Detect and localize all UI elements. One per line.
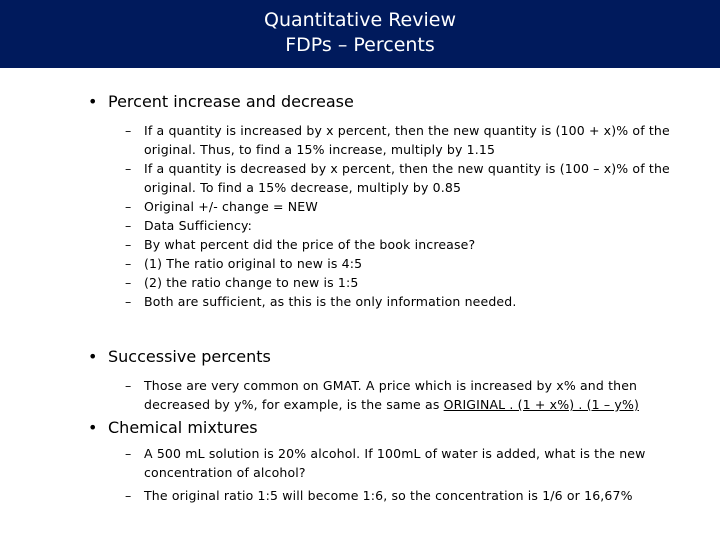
dash-icon: – [125, 488, 132, 503]
dash-icon: – [125, 256, 132, 271]
dash-icon: – [125, 378, 132, 393]
bullet-icon: • [88, 347, 98, 366]
bullet-icon: • [88, 418, 98, 437]
slide-subtitle: FDPs – Percents [285, 34, 435, 56]
section-heading-text: Chemical mixtures [108, 418, 258, 437]
list-item [88, 444, 688, 482]
dash-icon: – [125, 161, 132, 176]
list-item-text: Original +/- change = NEW [144, 199, 318, 214]
list-item-text: By what percent did the price of the book increase? [144, 237, 476, 252]
list-item [88, 235, 688, 254]
list-item [88, 486, 688, 505]
list-item [88, 292, 688, 311]
list-item-text: (2) the ratio change to new is 1:5 [144, 275, 359, 290]
underlined-formula: ORIGINAL . (1 + x%) . (1 – y%) [443, 397, 639, 412]
section-heading [88, 418, 688, 438]
list-item-text: A 500 mL solution is 20% alcohol. If 100mL of water is added, what is the new concentration of alcohol? [144, 446, 646, 480]
section-successive-percents [88, 347, 688, 414]
section-heading [88, 92, 688, 112]
section-chemical-mixtures [88, 418, 688, 505]
section-percent-increase-decrease [88, 92, 688, 311]
slide-header [0, 0, 720, 68]
list-item-text: Those are very common on GMAT. A price which is increased by x% and then decreased by y%, for example, is the same as [144, 378, 638, 412]
list-item [88, 216, 688, 235]
list-item [88, 254, 688, 273]
slide-title: Quantitative Review [264, 9, 456, 31]
section-heading-text: Successive percents [108, 347, 271, 366]
sub-list [88, 121, 688, 311]
dash-icon: – [125, 294, 132, 309]
list-item [88, 121, 688, 159]
list-item-text: If a quantity is increased by x percent, then the new quantity is (100 + x)% of the original. Thus, to find a 15% increase, multiply by 1.15 [144, 123, 670, 157]
list-item-text: Data Sufficiency: [144, 218, 253, 233]
sub-list [88, 376, 688, 414]
list-item-text: The original ratio 1:5 will become 1:6, so the concentration is 1/6 or 16,67% [144, 488, 633, 503]
list-item [88, 273, 688, 292]
list-item-text: Both are sufficient, as this is the only information needed. [144, 294, 517, 309]
list-item [88, 159, 688, 197]
list-item-text: (1) The ratio original to new is 4:5 [144, 256, 363, 271]
list-item [88, 197, 688, 216]
section-heading-text: Percent increase and decrease [108, 92, 354, 111]
section-heading [88, 347, 688, 367]
list-item-text: If a quantity is decreased by x percent, then the new quantity is (100 – x)% of the original. To find a 15% decrease, multiply by 0.85 [144, 161, 670, 195]
dash-icon: – [125, 199, 132, 214]
list-item [88, 376, 688, 414]
sub-list [88, 444, 688, 505]
dash-icon: – [125, 123, 132, 138]
dash-icon: – [125, 218, 132, 233]
dash-icon: – [125, 446, 132, 461]
dash-icon: – [125, 237, 132, 252]
dash-icon: – [125, 275, 132, 290]
bullet-icon: • [88, 92, 98, 111]
